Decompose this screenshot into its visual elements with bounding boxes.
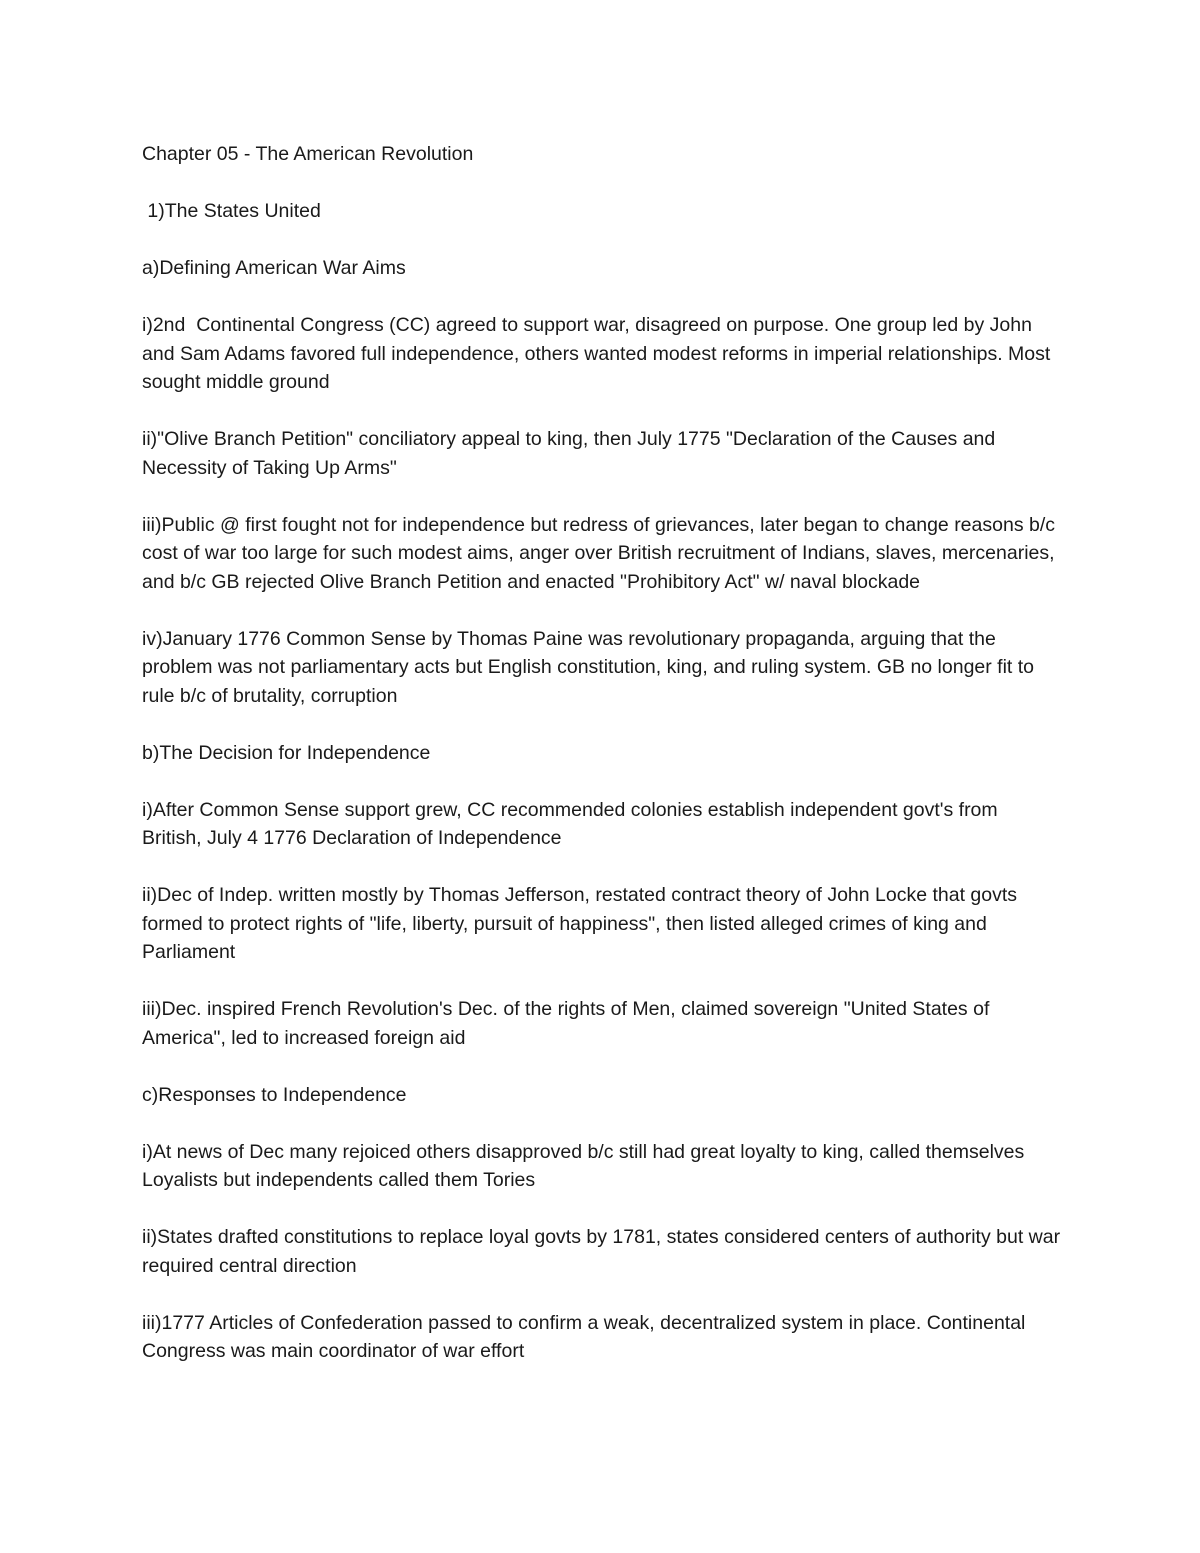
paragraph-a-iv: iv)January 1776 Common Sense by Thomas Paine was revolutionary propaganda, arguing that the problem was not parliamentary acts but English constitution, king, and ruling system. GB no longer fit to rule b/c of brutality, corruption — [142, 627, 1040, 707]
paragraph-a-i: i)2nd Continental Congress (CC) agreed to support war, disagreed on purpose. One group led by John and Sam Adams favored full independence, others wanted modest reforms in imperial relationships. Most sought middle ground — [142, 314, 1056, 393]
paragraph-b-ii: ii)Dec of Indep. written mostly by Thomas Jefferson, restated contract theory of John Locke that govts formed to protect rights of "life, liberty, pursuit of happiness", then listed alleged crimes of king and Parliament — [142, 884, 1023, 963]
section-heading-1: 1)The States United — [142, 200, 321, 222]
subsection-heading-a: a)Defining American War Aims — [142, 257, 406, 279]
subsection-heading-b: b)The Decision for Independence — [142, 741, 431, 764]
paragraph-b-iii: iii)Dec. inspired French Revolution's Dec. of the rights of Men, claimed sovereign "United States of America", led to increased foreign aid — [142, 998, 994, 1049]
paragraph-a-iii: iii)Public @ first fought not for independence but redress of grievances, later began to change reasons b/c cost of war too large for such modest aims, anger over British recruitment of Indians, slaves, mercenaries, and b/c GB rejected Olive Branch Petition and enacted "Prohibitory Act" w/ naval blockade — [142, 513, 1061, 593]
subsection-heading-c: c)Responses to Independence — [142, 1083, 407, 1106]
paragraph-a-ii: ii)"Olive Branch Petition" conciliatory appeal to king, then July 1775 "Declaration of the Causes and Necessity of Taking Up Arms" — [142, 428, 1001, 479]
paragraph-c-ii: ii)States drafted constitutions to replace loyal govts by 1781, states considered centers of authority but war required central direction — [142, 1226, 1066, 1277]
page-title: Chapter 05 - The American Revolution — [142, 143, 474, 165]
document-page — [142, 140, 1066, 1394]
paragraph-b-i: i)After Common Sense support grew, CC recommended colonies establish independent govt's from British, July 4 1776 Declaration of Independence — [142, 798, 1004, 849]
paragraph-c-i: i)At news of Dec many rejoiced others disapproved b/c still had great loyalty to king, called themselves Loyalists but independents called them Tories — [142, 1140, 1030, 1191]
paragraph-c-iii: iii)1777 Articles of Confederation passed to confirm a weak, decentralized system in place. Continental Congress was main coordinator of war effort — [142, 1311, 1031, 1362]
